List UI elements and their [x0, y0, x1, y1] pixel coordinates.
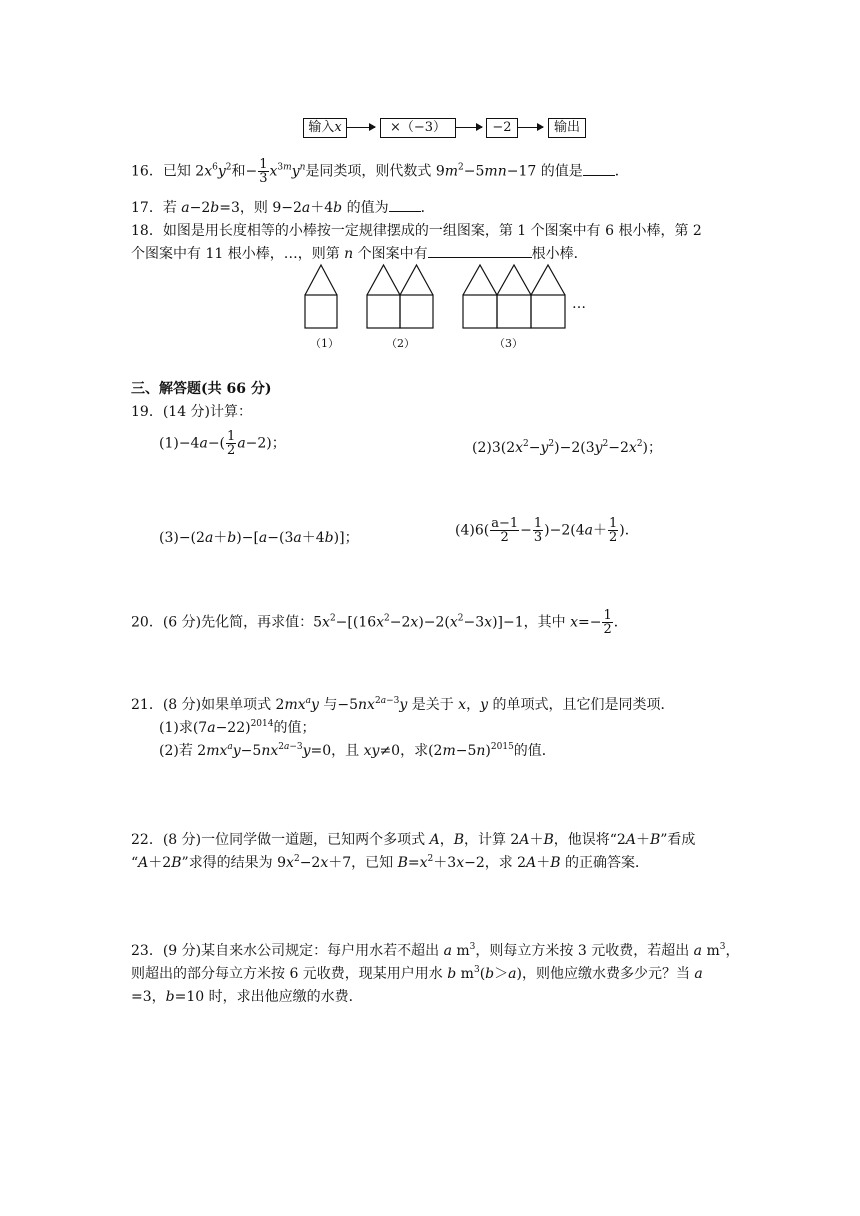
pattern-2 — [367, 265, 433, 328]
q19-number: 19． — [131, 404, 163, 420]
question-23-line3: =3，b=10 时，求出他应缴的水费． — [131, 989, 363, 1005]
question-20: 20．(6 分)先化简，再求值：$5x^2-[(16x^2-2x)-2(x^2-3x)]-1$，其中 x=− $\frac{1}{2}$ ． — [131, 608, 628, 637]
question-23-line2: 则超出的部分每立方米按 6 元收费，现某用户用水 b $m^3(b>a)$，则他应缴水费多少元？当 a — [131, 965, 703, 982]
flow-arrow-3 — [518, 127, 543, 128]
q18-number: 18． — [131, 223, 163, 239]
question-17: 17．若 a−2b=3，则 9−2a＋4b 的值为 ． — [131, 200, 435, 216]
q17-text: =3，则 9−2 — [219, 200, 302, 216]
q19-part-1: (1)−4a−( $\frac{1}{2}$ a−2)； — [159, 429, 286, 458]
q21-part-1: (1)求$(7a-22)^{2014}$的值； — [159, 719, 316, 736]
q20-number: 20． — [131, 614, 163, 631]
q18-answer-blank[interactable] — [428, 245, 532, 258]
q19-part-4: (4)6( $\frac{a-1}{2}$ − $\frac{1}{3}$ )−2(4a＋ $\frac{1}{2}$ )． — [455, 516, 639, 545]
flow-arrow-2 — [456, 127, 482, 128]
flow-output-label: 输出 — [553, 120, 580, 135]
question-18-line2: 个图案中有 11 根小棒，…，则第 n 个图案中有 根小棒． — [131, 246, 588, 262]
question-23-line1: 23．(9 分)某自来水公司规定：每户用水若不超出 a $m^3$，则每立方米按 3 元收费，若超出 a $m^3$， — [131, 942, 740, 959]
flow-input-var: x — [334, 120, 342, 135]
q16-fraction: $\frac{1}{3}$ — [259, 157, 268, 186]
question-19 — [131, 401, 252, 421]
flow-input-label: 输入 — [308, 120, 335, 135]
q19-heading: (14 分)计算： — [162, 404, 253, 420]
question-21: 21．(8 分)如果单项式 $2mx^ay$ 与$-5nx^{2a-3}y$ 是关于 x，y 的单项式，且它们是同类项． — [131, 696, 675, 713]
q16-rest: 是同类项，则代数式 9 — [305, 163, 445, 180]
q18-text-line1: 如图是用长度相等的小棒按一定规律摆成的一组图案，第 1 个图案中有 6 根小棒，第 2 — [162, 223, 702, 239]
pattern-1 — [305, 265, 337, 328]
flow-subtract-box — [486, 118, 518, 138]
stick-pattern-figure — [295, 260, 595, 335]
question-18-line1 — [131, 220, 702, 240]
question-22-line2: “A＋2B”求得的结果为 $9x^2-2x+7$，已知 $B=x^2+3x-2$，求 2A＋B 的正确答案． — [131, 854, 649, 871]
q17-answer-blank[interactable] — [389, 199, 421, 212]
q19-part-3: (3)−(2a＋b)−[a−(3a＋4b)]； — [159, 530, 359, 546]
pattern-label-3: （3） — [494, 337, 523, 350]
flow-subtract-label: −2 — [492, 120, 512, 135]
pattern-ellipsis: … — [572, 296, 586, 312]
pattern-label-1: （1） — [310, 337, 339, 350]
q21-part-2: (2)若 $2mx^ay-5nx^{2a-3}y=0$，且 xy≠0，求$(2m-5n)^{2015}$的值． — [159, 742, 556, 759]
q17-number: 17． — [131, 200, 163, 216]
section-3-title: 三、解答题(共 66 分) — [131, 381, 272, 397]
q16-answer-blank[interactable] — [583, 163, 615, 176]
q16-tail: −17 的值是 — [506, 163, 583, 180]
flow-multiply-label: ×（−3） — [389, 120, 447, 135]
pattern-3 — [463, 265, 565, 328]
flow-input-box — [303, 118, 347, 138]
pattern-label-2: （2） — [386, 337, 415, 350]
question-22-line1: 22．(8 分)一位同学做一道题，已知两个多项式 A，B，计算 2A＋B，他误将“2A＋B”看成 — [131, 832, 696, 848]
q21-number: 21． — [131, 697, 163, 713]
flow-arrow-1 — [347, 127, 375, 128]
q16-and: 和− — [231, 163, 258, 180]
q16-number: 16． — [131, 163, 163, 180]
question-16: 16．已知 $2x^6y^2$和− $\frac{1}{3}$ $x^{3m}y^n$是同类项，则代数式 $9m^2-5mn-17$ 的值是 ． — [131, 157, 629, 186]
q19-part-2: $(2)3(2x^2-y^2)-2(3y^2-2x^2)$； — [472, 439, 663, 456]
q23-number: 23． — [131, 943, 163, 959]
q22-number: 22． — [131, 832, 163, 848]
q16-text: 已知 2 — [162, 163, 205, 180]
flow-multiply-box — [380, 118, 456, 138]
flow-output-box — [548, 118, 586, 138]
